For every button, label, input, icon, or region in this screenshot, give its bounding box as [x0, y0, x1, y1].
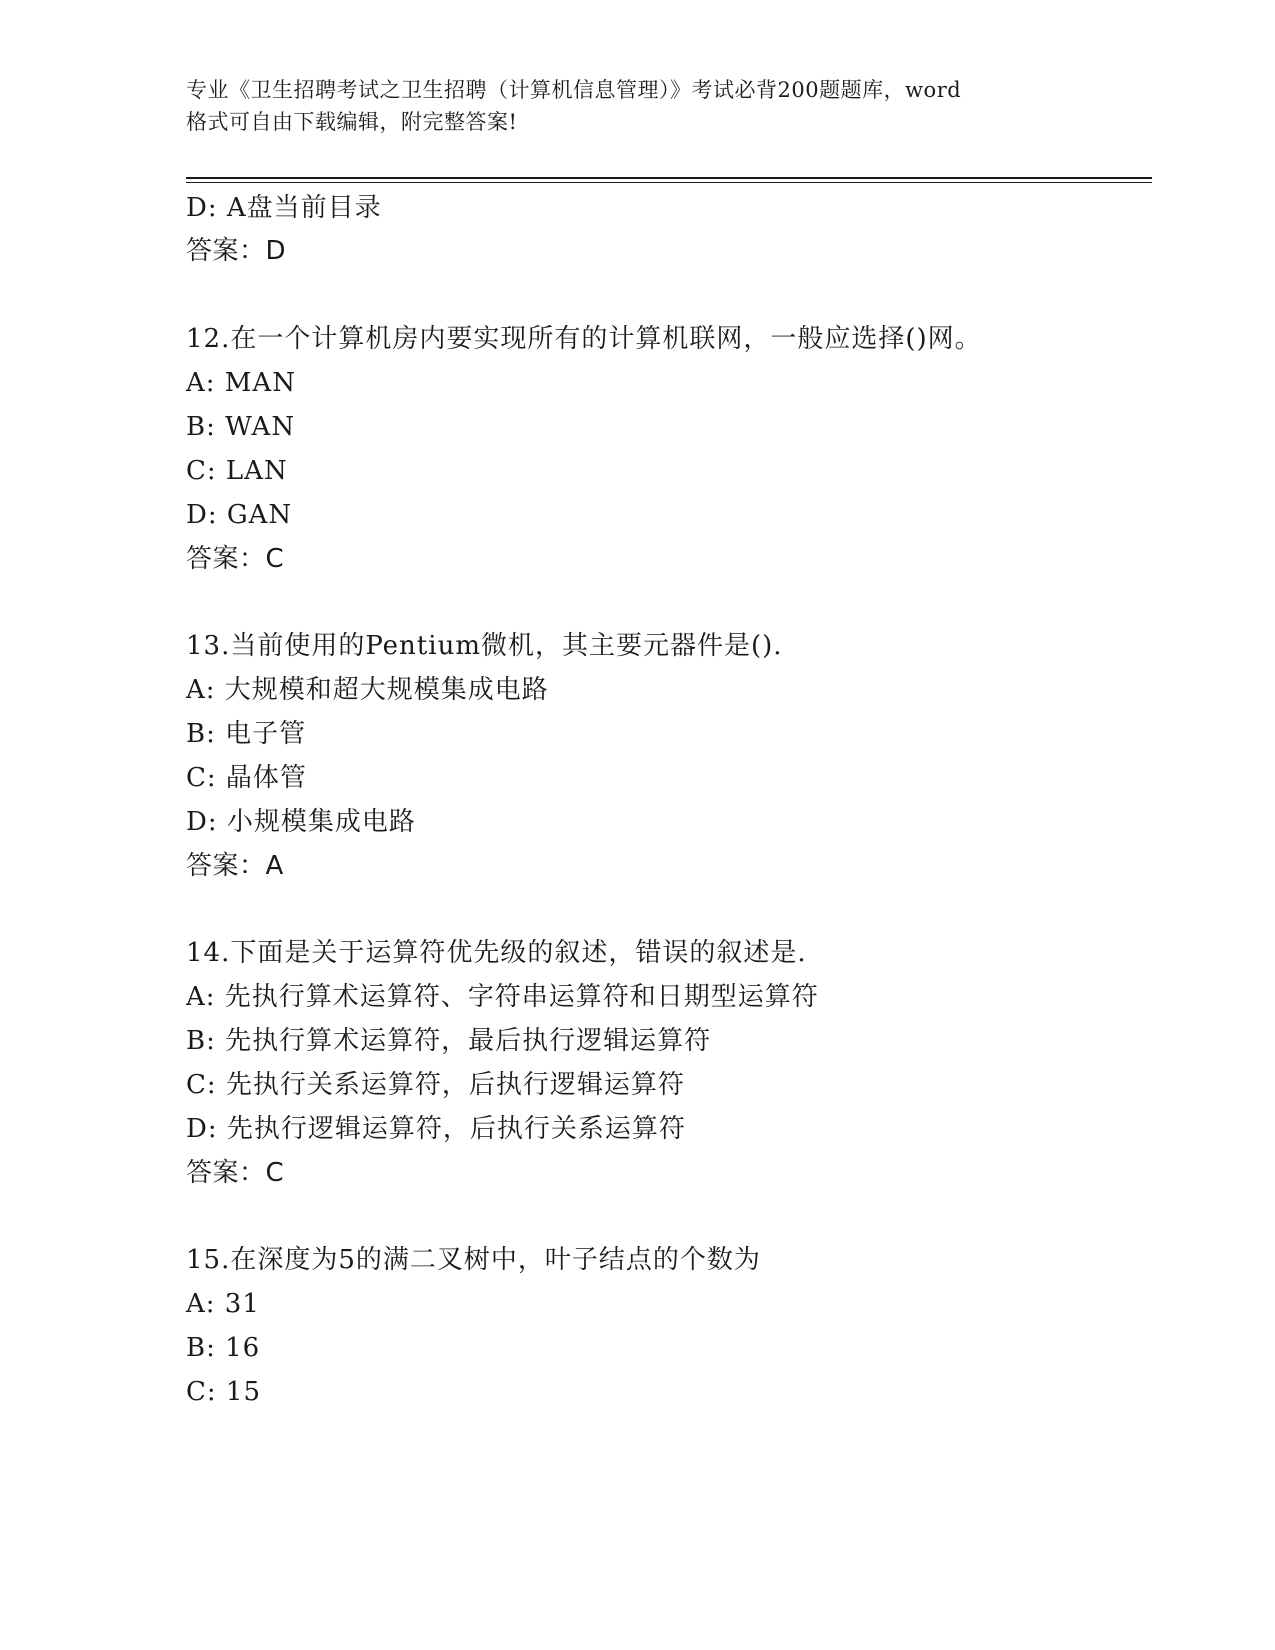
q15-option-b: B: 16	[186, 1333, 261, 1363]
q12-option-b: B: WAN	[186, 412, 296, 442]
q15-question: 15.在深度为5的满二叉树中，叶子结点的个数为	[186, 1245, 761, 1275]
q13-option-a: A: 大规模和超大规模集成电路	[186, 675, 549, 705]
header-line-1: 专业《卫生招聘考试之卫生招聘（计算机信息管理）》考试必背200题题库，word	[186, 78, 962, 102]
q15-option-c: C: 15	[186, 1377, 262, 1407]
q14-question: 14.下面是关于运算符优先级的叙述，错误的叙述是.	[186, 938, 807, 968]
header-divider-thin	[186, 182, 1152, 183]
q11-answer: 答案：D	[186, 236, 287, 266]
q12-question: 12.在一个计算机房内要实现所有的计算机联网，一般应选择()网。	[186, 324, 982, 354]
q14-option-d: D: 先执行逻辑运算符，后执行关系运算符	[186, 1114, 686, 1144]
header-divider-thick	[186, 177, 1152, 179]
q12-option-a: A: MAN	[186, 368, 296, 398]
q13-question: 13.当前使用的Pentium微机，其主要元器件是().	[186, 631, 783, 661]
q13-option-b: B: 电子管	[186, 719, 307, 749]
q14-option-b: B: 先执行算术运算符，最后执行逻辑运算符	[186, 1026, 712, 1056]
q12-answer: 答案：C	[186, 544, 285, 574]
q12-option-c: C: LAN	[186, 456, 288, 486]
q13-answer: 答案：A	[186, 851, 284, 881]
q12-option-d: D: GAN	[186, 500, 293, 530]
q13-option-c: C: 晶体管	[186, 763, 307, 793]
q15-option-a: A: 31	[186, 1289, 260, 1319]
q14-option-c: C: 先执行关系运算符，后执行逻辑运算符	[186, 1070, 685, 1100]
document-header	[186, 74, 1106, 138]
header-line-2: 格式可自由下载编辑，附完整答案!	[186, 110, 518, 134]
q14-answer: 答案：C	[186, 1158, 285, 1188]
q11-option-d: D: A盘当前目录	[186, 193, 382, 223]
q14-option-a: A: 先执行算术运算符、字符串运算符和日期型运算符	[186, 982, 819, 1012]
q13-option-d: D: 小规模集成电路	[186, 807, 416, 837]
